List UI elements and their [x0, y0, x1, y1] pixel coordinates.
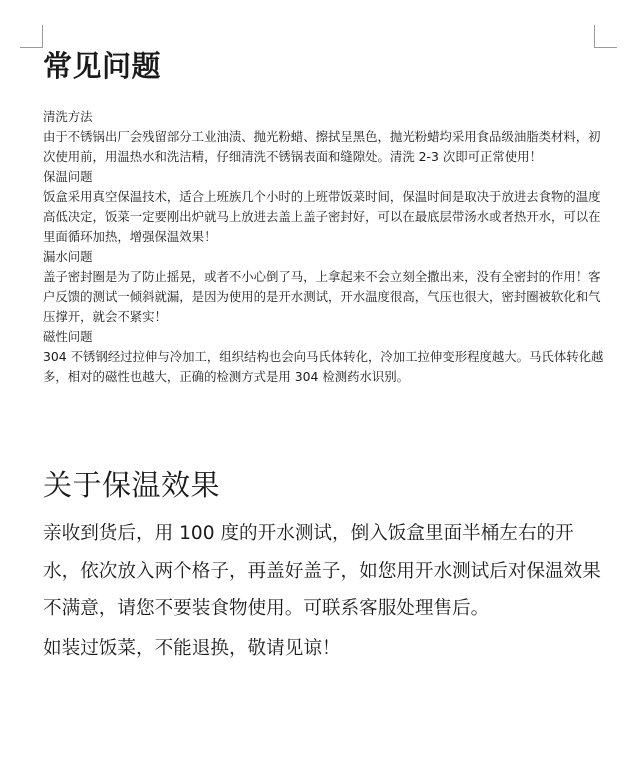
faq-heading-magnetism: 磁性问题 [43, 329, 93, 344]
faq-text-magnetism: 304 不锈钢经过拉伸与冷加工，组织结构也会向马氏体转化，冷加工拉伸变形程度越大。马氏体转化越多，相对的磁性也越大，正确的检测方式是用 304 检测药水识别。 [43, 349, 604, 384]
document-content [43, 46, 603, 667]
faq-text-warmth: 饭盒采用真空保温技术，适合上班族几个小时的上班带饭菜时间，保温时间是取决于放进去食物的温度高低决定，饭菜一定要刚出炉就马上放进去盖上盖子密封好，可以在最底层带汤水或者热开水，可以在里面循环加热，增强保温效果！ [43, 189, 601, 244]
faq-heading-cleaning: 清洗方法 [43, 109, 93, 124]
faq-heading-warmth: 保温问题 [43, 169, 93, 184]
faq-title: 常见问题 [43, 49, 162, 83]
faq-section [43, 107, 608, 387]
faq-text-leak: 盖子密封圈是为了防止摇晃，或者不小心倒了马，上拿起来不会立刻全撒出来，没有全密封的作用！客户反馈的测试一倾斜就漏，是因为使用的是开水测试，开水温度很高，气压也很大，密封圈被软化和气压撑开，就会不紧实！ [43, 269, 601, 324]
warmth-body [43, 515, 608, 667]
warmth-paragraph-test: 亲收到货后，用 100 度的开水测试，倒入饭盒里面半桶左右的开水，依次放入两个格子，再盖好盖子，如您用开水测试后对保温效果不满意，请您不要装食物使用。可联系客服处理售后。 [43, 523, 601, 619]
warmth-paragraph-notice: 如装过饭菜，不能退换，敬请见谅！ [43, 637, 341, 659]
crop-mark-top-left [20, 25, 43, 48]
warmth-title: 关于保温效果 [43, 468, 221, 502]
faq-text-cleaning: 由于不锈锅出厂会残留部分工业油渍、抛光粉蜡、擦拭呈黑色，抛光粉蜡均采用食品级油脂类材料，初次使用前，用温热水和洗洁精，仔细清洗不锈锅表面和缝隙处。清洗 2-3 次即可正常使用！ [43, 129, 601, 164]
crop-mark-top-right [594, 25, 617, 48]
faq-heading-leak: 漏水问题 [43, 249, 93, 264]
warmth-section [43, 465, 603, 667]
